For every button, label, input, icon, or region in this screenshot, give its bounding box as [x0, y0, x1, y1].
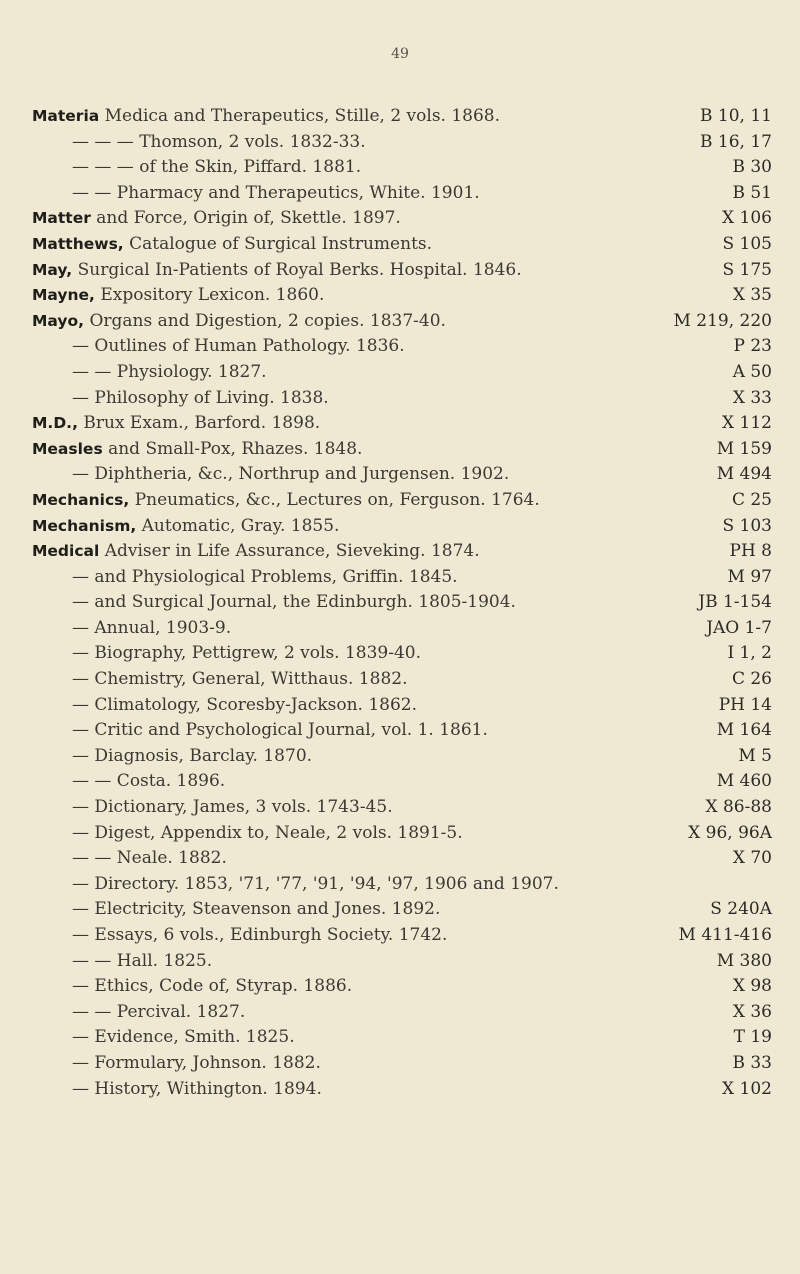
catalogue-entry: [32, 872, 772, 898]
shelf-reference: X 35: [732, 285, 772, 306]
entry-description: Automatic, Gray. 1855.: [141, 515, 340, 536]
catalogue-entry: [32, 232, 772, 258]
shelf-reference: PH 8: [729, 541, 772, 562]
catalogue-entries: [32, 104, 772, 1102]
shelf-reference: M 164: [716, 720, 772, 741]
entry-text: [32, 667, 407, 693]
catalogue-entry: [32, 155, 772, 181]
entry-text: [32, 488, 540, 514]
entry-text: [32, 232, 432, 258]
catalogue-entry: [32, 386, 772, 412]
entry-description: — Evidence, Smith. 1825.: [72, 1027, 295, 1048]
entry-description: — Diphtheria, &c., Northrup and Jurgensen. 1902.: [72, 464, 510, 485]
catalogue-entry: [32, 411, 772, 437]
catalogue-entry: [32, 744, 772, 770]
entry-description: — History, Withington. 1894.: [72, 1078, 322, 1099]
entry-description: Pneumatics, &c., Lectures on, Ferguson. 1764.: [134, 489, 540, 510]
entry-description: — Biography, Pettigrew, 2 vols. 1839-40.: [72, 643, 422, 664]
entry-text: [32, 769, 225, 795]
shelf-reference: B 33: [732, 1052, 772, 1073]
shelf-reference: JB 1-154: [698, 592, 772, 613]
entry-description: — — Pharmacy and Therapeutics, White. 1901.: [72, 182, 480, 203]
shelf-reference: X 102: [722, 1078, 772, 1099]
shelf-reference: C 26: [731, 669, 772, 690]
shelf-reference: B 30: [732, 157, 772, 178]
catalogue-entry: [32, 1000, 772, 1026]
entry-description: and Force, Origin of, Skettle. 1897.: [96, 208, 401, 229]
entry-heading: Mechanism,: [32, 516, 137, 535]
catalogue-entry: [32, 258, 772, 284]
shelf-reference: S 175: [722, 259, 772, 280]
catalogue-entry: [32, 283, 772, 309]
shelf-reference: S 103: [722, 515, 772, 536]
catalogue-entry: [32, 206, 772, 232]
entry-heading: Mayo,: [32, 311, 85, 330]
entry-text: [32, 872, 559, 898]
entry-description: Medica and Therapeutics, Stille, 2 vols. 1868.: [104, 106, 501, 126]
shelf-reference: JAO 1-7: [706, 617, 772, 638]
entry-description: — Digest, Appendix to, Neale, 2 vols. 1891-5.: [72, 822, 463, 843]
catalogue-entry: [32, 104, 772, 130]
catalogue-entry: [32, 795, 772, 821]
catalogue-entry: [32, 616, 772, 642]
catalogue-entry: [32, 949, 772, 975]
entry-text: [32, 590, 516, 616]
entry-heading: Mechanics,: [32, 490, 130, 509]
shelf-reference: M 159: [716, 438, 772, 459]
catalogue-entry: [32, 360, 772, 386]
catalogue-entry: [32, 565, 772, 591]
entry-text: [32, 104, 500, 130]
entry-heading: M.D.,: [32, 414, 78, 433]
shelf-reference: X 33: [732, 387, 772, 408]
entry-text: [32, 1051, 321, 1077]
entry-description: — — Hall. 1825.: [72, 950, 213, 971]
shelf-reference: M 460: [716, 771, 772, 792]
entry-text: [32, 616, 231, 642]
catalogue-entry: [32, 334, 772, 360]
catalogue-entry: [32, 437, 772, 463]
entry-text: [32, 206, 401, 232]
entry-text: [32, 130, 366, 156]
shelf-reference: M 219, 220: [673, 310, 772, 331]
shelf-reference: M 494: [716, 464, 772, 485]
entry-text: [32, 565, 458, 591]
shelf-reference: X 96, 96A: [688, 822, 772, 843]
shelf-reference: M 5: [738, 745, 772, 766]
entry-description: — Annual, 1903-9.: [72, 617, 232, 638]
entry-description: — — Physiology. 1827.: [72, 361, 267, 382]
entry-description: — and Physiological Problems, Griffin. 1845.: [72, 566, 458, 587]
shelf-reference: PH 14: [718, 694, 772, 715]
shelf-reference: C 25: [731, 489, 772, 510]
catalogue-entry: [32, 539, 772, 565]
entry-text: [32, 897, 440, 923]
entry-text: [32, 514, 339, 540]
entry-text: [32, 386, 329, 412]
shelf-reference: A 50: [732, 361, 772, 382]
shelf-reference: X 70: [732, 848, 772, 869]
entry-heading: Matter: [32, 209, 91, 228]
shelf-reference: X 106: [722, 208, 772, 229]
entry-text: [32, 923, 447, 949]
catalogue-entry: [32, 897, 772, 923]
entry-text: [32, 949, 212, 975]
entry-text: [32, 693, 417, 719]
page-number: 49: [391, 46, 409, 62]
catalogue-entry: [32, 974, 772, 1000]
shelf-reference: B 51: [732, 182, 772, 203]
entry-text: [32, 539, 480, 565]
entry-text: [32, 309, 446, 335]
entry-description: — Critic and Psychological Journal, vol. 1. 1861.: [72, 720, 488, 741]
entry-heading: May,: [32, 260, 73, 279]
shelf-reference: X 98: [732, 976, 772, 997]
shelf-reference: P 23: [733, 336, 772, 357]
catalogue-entry: [32, 514, 772, 540]
shelf-reference: S 240A: [710, 899, 772, 920]
entry-heading: Matthews,: [32, 234, 124, 253]
catalogue-entry: [32, 769, 772, 795]
catalogue-entry: [32, 130, 772, 156]
entry-heading: Medical: [32, 542, 100, 561]
catalogue-entry: [32, 1077, 772, 1103]
catalogue-entry: [32, 181, 772, 207]
entry-text: [32, 821, 463, 847]
shelf-reference: B 16, 17: [700, 131, 772, 152]
entry-text: [32, 744, 312, 770]
shelf-reference: M 97: [727, 566, 772, 587]
shelf-reference: T 19: [733, 1027, 772, 1048]
entry-text: [32, 846, 227, 872]
entry-description: — Electricity, Steavenson and Jones. 1892.: [72, 899, 441, 920]
shelf-reference: X 86-88: [705, 797, 772, 818]
catalogue-entry: [32, 641, 772, 667]
entry-description: — Dictionary, James, 3 vols. 1743-45.: [72, 797, 393, 818]
entry-description: — Directory. 1853, '71, '77, '91, '94, '97, 1906 and 1907.: [72, 873, 559, 894]
entry-heading: Mayne,: [32, 286, 95, 305]
entry-description: and Small-Pox, Rhazes. 1848.: [108, 438, 363, 459]
entry-text: [32, 155, 361, 181]
entry-description: — — Neale. 1882.: [72, 848, 227, 869]
entry-description: — Essays, 6 vols., Edinburgh Society. 1742.: [72, 925, 448, 945]
entry-text: [32, 334, 405, 360]
entry-description: — Ethics, Code of, Styrap. 1886.: [72, 976, 353, 997]
entry-description: Brux Exam., Barford. 1898.: [83, 413, 321, 434]
entry-text: [32, 462, 509, 488]
entry-text: [32, 1000, 245, 1026]
entry-description: — — Percival. 1827.: [72, 1001, 246, 1022]
entry-description: — — — Thomson, 2 vols. 1832-33.: [72, 131, 366, 152]
entry-description: — Outlines of Human Pathology. 1836.: [72, 336, 405, 357]
entry-description: Surgical In-Patients of Royal Berks. Hospital. 1846.: [77, 259, 522, 280]
entry-description: — Chemistry, General, Witthaus. 1882.: [72, 669, 408, 690]
entry-heading: Materia: [32, 107, 100, 125]
entry-text: [32, 641, 421, 667]
entry-text: [32, 1025, 295, 1051]
shelf-reference: S 105: [722, 233, 772, 254]
entry-description: — Diagnosis, Barclay. 1870.: [72, 745, 313, 766]
catalogue-entry: [32, 693, 772, 719]
shelf-reference: X 36: [732, 1001, 772, 1022]
entry-description: — Climatology, Scoresby-Jackson. 1862.: [72, 694, 418, 715]
entry-description: Expository Lexicon. 1860.: [100, 285, 325, 306]
entry-description: — — — of the Skin, Piffard. 1881.: [72, 157, 362, 178]
catalogue-entry: [32, 462, 772, 488]
entry-description: — Formulary, Johnson. 1882.: [72, 1052, 321, 1073]
entry-text: [32, 411, 320, 437]
entry-text: [32, 1077, 322, 1103]
catalogue-entry: [32, 667, 772, 693]
catalogue-entry: [32, 1025, 772, 1051]
shelf-reference: M 380: [716, 950, 772, 971]
entry-text: [32, 258, 522, 284]
entry-text: [32, 360, 267, 386]
entry-heading: Measles: [32, 439, 103, 458]
shelf-reference: B 10, 11: [700, 106, 772, 126]
entry-text: [32, 283, 324, 309]
entry-description: — and Surgical Journal, the Edinburgh. 1805-1904.: [72, 592, 516, 613]
catalogue-entry: [32, 309, 772, 335]
entry-description: Catalogue of Surgical Instruments.: [129, 233, 433, 254]
entry-text: [32, 437, 362, 463]
catalogue-entry: [32, 718, 772, 744]
entry-description: — — Costa. 1896.: [72, 771, 226, 792]
catalogue-entry: [32, 846, 772, 872]
shelf-reference: I 1, 2: [727, 643, 772, 664]
shelf-reference: X 112: [722, 413, 772, 434]
shelf-reference: M 411-416: [678, 925, 772, 945]
entry-text: [32, 718, 488, 744]
catalogue-entry: [32, 590, 772, 616]
catalogue-entry: [32, 1051, 772, 1077]
catalogue-entry: [32, 821, 772, 847]
entry-text: [32, 974, 352, 1000]
entry-description: — Philosophy of Living. 1838.: [72, 387, 329, 408]
catalogue-entry: [32, 923, 772, 949]
entry-description: Organs and Digestion, 2 copies. 1837-40.: [89, 310, 446, 331]
catalogue-entry: [32, 488, 772, 514]
entry-text: [32, 181, 480, 207]
entry-description: Adviser in Life Assurance, Sieveking. 1874.: [104, 541, 480, 562]
entry-text: [32, 795, 393, 821]
